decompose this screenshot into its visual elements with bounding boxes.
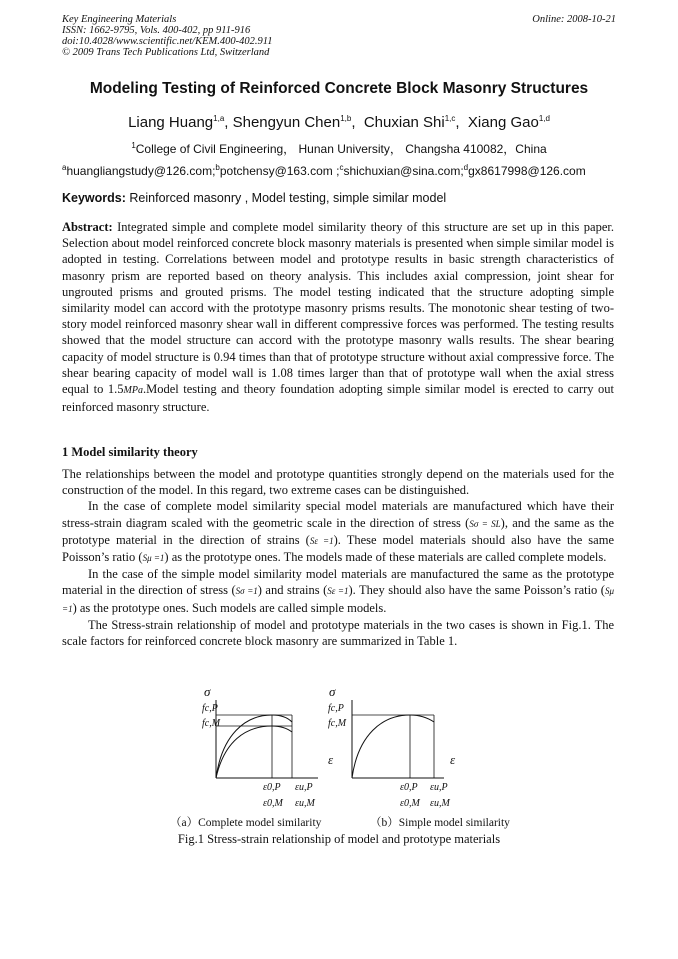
equation: Sμ =1 [62, 586, 614, 614]
affiliation-sup: 1 [131, 141, 136, 150]
author-name: Chuxian Shi [363, 114, 445, 131]
panel-b [328, 684, 456, 809]
abstract-unit: MPa [123, 385, 143, 397]
paragraph-text: In the case of complete model similarity special model materials are manufactured which have their stress-strain diagram scaled with the geometric scale in the direction of stress ( [62, 499, 614, 530]
email-sup: d [463, 163, 469, 172]
email-sup: b [215, 163, 220, 172]
epsilon-label: ε [328, 752, 334, 767]
paper-title: Modeling Testing of Reinforced Concrete Block Masonry Structures [89, 80, 589, 97]
paragraph-text: ) as the prototype ones. Such models are called simple models. [72, 600, 387, 615]
fcM-label: fc,M [202, 718, 221, 729]
paragraph-text: ). These model materials should also have the same Poisson’s ratio ( [62, 532, 614, 565]
caption-a: （a）Complete model similarity [170, 817, 322, 829]
paragraph [62, 498, 614, 566]
caption-b: （b）Simple model similarity [370, 817, 510, 829]
euM-label: εu,M [295, 798, 315, 809]
euP-label: εu,P [295, 782, 313, 793]
fcP-label: fc,P [202, 703, 218, 714]
email-link[interactable]: shichuxian@sina.com; [343, 164, 464, 178]
paragraph-text: ). They should also have the same Poisson’s ratio ( [348, 583, 605, 598]
author-sup: 1,b [340, 114, 352, 123]
e0M-label: ε0,M [400, 798, 420, 809]
euM-label: εu,M [430, 798, 450, 809]
paragraph: The relationships between the model and prototype quantities strongly depend on the materials used for the construction of the model. In this regard, two extreme cases can be distinguished. [62, 467, 614, 498]
email-link[interactable]: gx8617998@126.com [468, 164, 586, 178]
paragraph [62, 566, 614, 617]
email-sup: a [62, 163, 67, 172]
figure-stress-strain [0, 680, 678, 850]
issn-line: ISSN: 1662-9795, Vols. 400-402, pp 911-916 [62, 25, 251, 36]
section-heading: 1 Model similarity theory [62, 445, 198, 459]
paragraph-text: ) as the prototype ones. The models made of these materials are called complete models. [164, 550, 607, 565]
doi-line: doi:10.4028/www.scientific.net/KEM.400-402.911 [62, 36, 273, 47]
equation: Sε =1 [309, 535, 334, 546]
keywords-text: Reinforced masonry , Model testing, simple similar model [129, 191, 447, 205]
model-curve [216, 726, 292, 778]
copyright-line: © 2009 Trans Tech Publications Ltd, Switzerland [62, 47, 270, 58]
sigma-label: σ [329, 684, 336, 699]
paragraph-text: In the case of the simple model similarity model materials are manufactured the same as the prototype material in the direction of stress ( [62, 567, 614, 598]
equation: Sε =1 [327, 586, 349, 597]
abstract-label: Abstract: [62, 220, 113, 234]
abstract-text: Integrated simple and complete model similarity theory of this structure are set up in this paper. Selection about model reinforced concrete block masonry materials is presented when simple similar model is adopted in testing. Correlations between model and prototype results in basic strength characteristics of masonry prism are reported based on theory analysis. This includes axial compression, joint shear for ungrouted prisms and grouted prisms. The model testing indicated that the structure adopting simple similarity model can accord with the prototype masonry prisms results. The monotonic shear testing of two-story model reinforced masonry shear wall in different compressive forces was performed. The testing results showed that the model structure can accord with the prototype masonry walls results. The shear bearing capacity of model structure is 0.94 times than that of prototype structure without axial compressive force. The shear bearing capacity of model wall is 1.08 times larger than that of prototype wall when the axial stress equal to 1.5 [62, 220, 615, 397]
keywords [62, 191, 616, 205]
journal-name: Key Engineering Materials [62, 14, 177, 25]
paragraph-text: ), and the same as the prototype material in the direction of strains ( [62, 515, 614, 547]
epsilon-label: ε [450, 752, 456, 767]
paragraph-text: ) and strains ( [257, 583, 328, 598]
e0P-label: ε0,P [400, 782, 418, 793]
affiliation-text: College of Civil Engineering， Hunan University， Changsha 410082，China [135, 142, 547, 156]
prototype-model-curve [352, 715, 434, 778]
e0P-label: ε0,P [263, 782, 281, 793]
author-name: Shengyun Chen [232, 114, 341, 131]
email-list [62, 163, 638, 178]
paragraph: The Stress-strain relationship of model and prototype materials in the two cases is shown in Fig.1. The scale factors for reinforced concrete block masonry are summarized in Table 1. [62, 617, 614, 649]
e0M-label: ε0,M [263, 798, 283, 809]
affiliation [40, 140, 638, 157]
fcP-label: fc,P [328, 703, 344, 714]
author-list: Liang Huang$^{1,a}$, Shengyun Chen$^{1,b}$, Chuxian Shi$^{1,c}$, Xiang Gao$^{1,d}$ [128, 114, 550, 131]
equation: Sσ = SL [469, 518, 501, 529]
author-name: Liang Huang [128, 114, 214, 131]
sigma-label: σ [204, 684, 211, 699]
author-name: Xiang Gao [467, 114, 539, 131]
author-sup: 1,c [444, 114, 456, 123]
euP-label: εu,P [430, 782, 448, 793]
prototype-curve [216, 715, 292, 778]
email-sup: c [339, 163, 344, 172]
abstract [62, 219, 614, 415]
abstract-text-end: .Model testing and theory foundation adopting simple similar model is erected to carry out reinforced masonry structure. [62, 382, 614, 415]
equation: Sσ =1 [235, 586, 258, 597]
section-body [62, 466, 614, 649]
panel-a [202, 684, 334, 809]
journal-header [62, 14, 616, 58]
figure-title: Fig.1 Stress-strain relationship of model and prototype materials [177, 832, 501, 846]
author-sup: 1,d [538, 114, 550, 123]
equation: Sμ =1 [142, 553, 165, 564]
email-link[interactable]: huangliangstudy@126.com; [66, 164, 216, 178]
keywords-label: Keywords: [62, 191, 126, 205]
fcM-label: fc,M [328, 718, 347, 729]
online-date: Online: 2008-10-21 [532, 14, 616, 25]
email-link[interactable]: potchensy@163.com ; [219, 164, 340, 178]
author-sup: 1,a [213, 114, 225, 123]
